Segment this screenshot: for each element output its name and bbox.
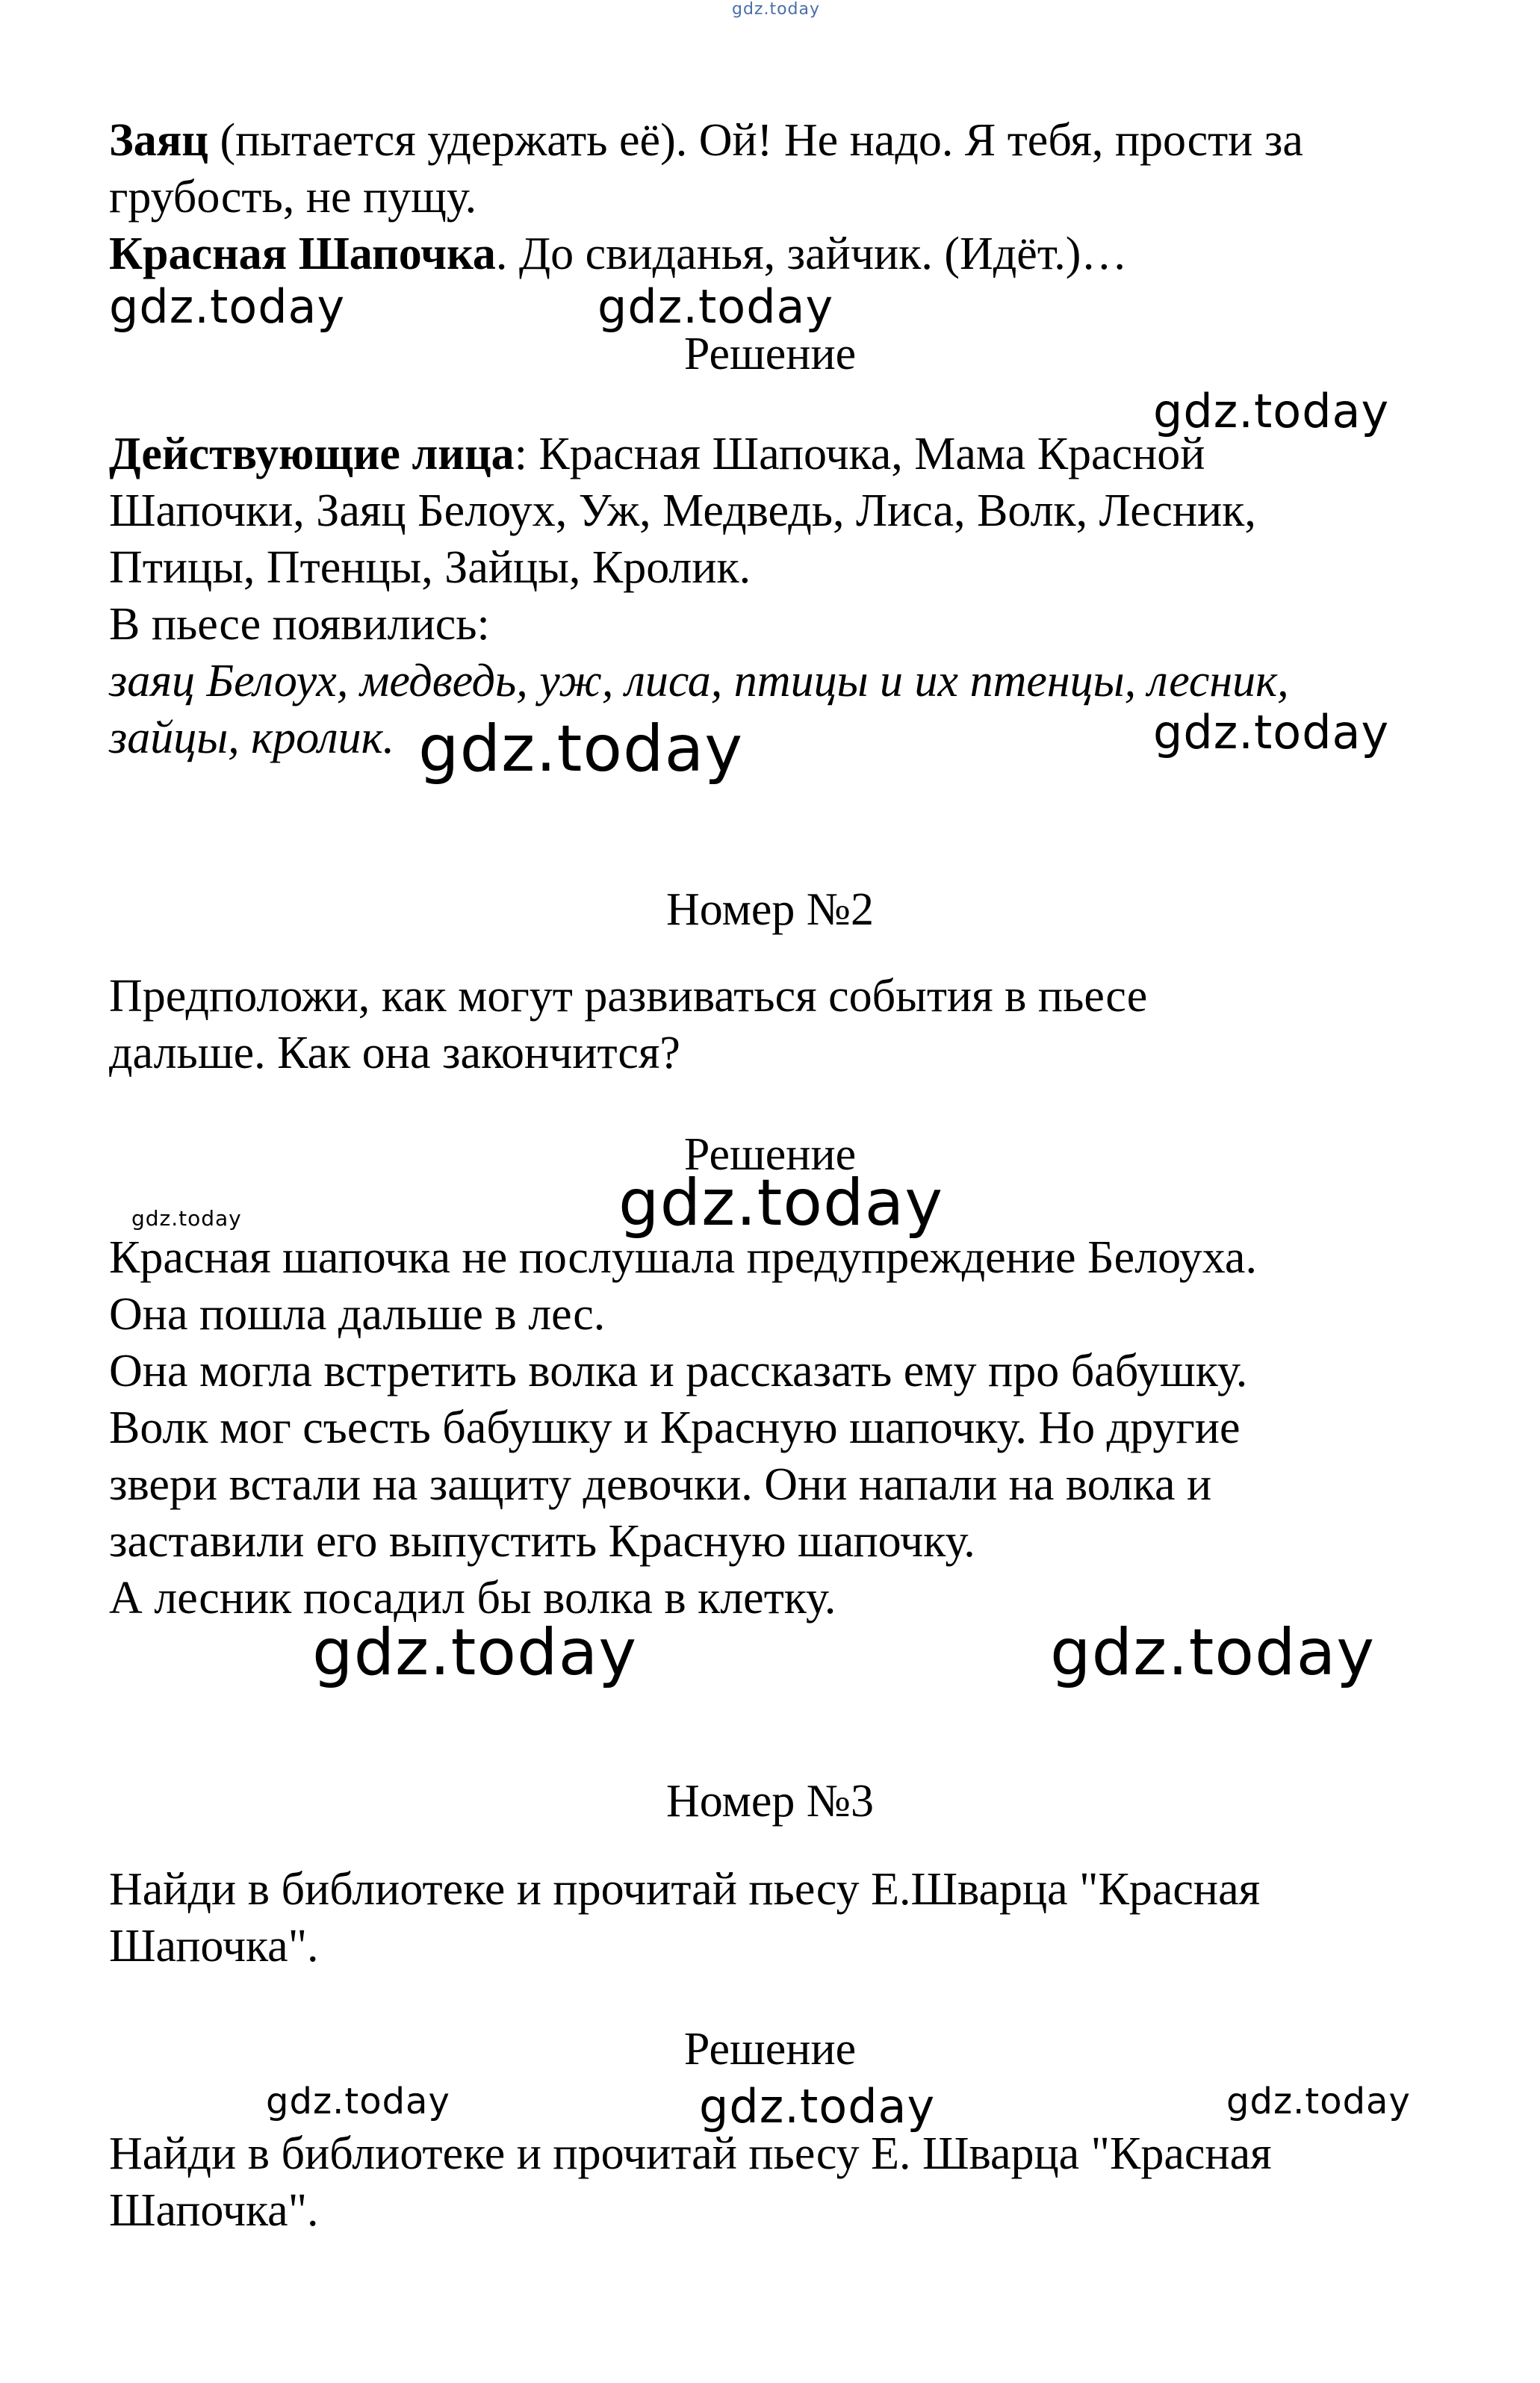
answer-line: Найди в библиотеке и прочитай пьесу Е. Шварца "Красная bbox=[109, 2128, 1272, 2179]
watermark: gdz.today bbox=[699, 2079, 936, 2134]
cast-list-line: Птицы, Птенцы, Зайцы, Кролик. bbox=[109, 542, 751, 593]
answer-line: Она пошла дальше в лес. bbox=[109, 1289, 606, 1340]
dialogue-line: грубость, не пущу. bbox=[109, 172, 477, 223]
solution-heading: Решение bbox=[683, 2024, 857, 2075]
speaker-name: Красная Шапочка bbox=[109, 229, 496, 279]
watermark: gdz.today bbox=[109, 279, 346, 334]
answer-line: Волк мог съесть бабушку и Красную шапочку. Но другие bbox=[109, 1402, 1241, 1453]
question-line: Предположи, как могут развиваться события в пьесе bbox=[109, 971, 1148, 1022]
watermark: gdz.today bbox=[1050, 1615, 1376, 1690]
cast-list-line bbox=[109, 426, 1205, 482]
cast-list-line: Шапочки, Заяц Белоух, Уж, Медведь, Лиса, Волк, Лесник, bbox=[109, 485, 1256, 536]
solution-heading: Решение bbox=[683, 329, 857, 379]
cast-label: Действующие лица bbox=[109, 429, 515, 479]
task-heading: Номер №3 bbox=[665, 1776, 874, 1827]
answer-line: Она могла встретить волка и рассказать ему про бабушку. bbox=[109, 1346, 1248, 1396]
answer-line: звери встали на защиту девочки. Они напали на волка и bbox=[109, 1459, 1212, 1510]
watermark: gdz.today bbox=[1153, 384, 1390, 438]
question-line: Шапочка". bbox=[109, 1921, 319, 1972]
watermark: gdz.today bbox=[131, 1206, 242, 1231]
watermark: gdz.today bbox=[1153, 705, 1390, 759]
task-heading: Номер №2 bbox=[665, 884, 874, 935]
answer-line: А лесник посадил бы волка в клетку. bbox=[109, 1573, 836, 1624]
appeared-line: заяц Белоух, медведь, уж, лиса, птицы и их птенцы, лесник, bbox=[109, 656, 1289, 706]
dialogue-line bbox=[109, 226, 1127, 282]
cast-text: : Красная Шапочка, Мама Красной bbox=[514, 429, 1205, 479]
answer-line: Красная шапочка не послушала предупреждение Белоуха. bbox=[109, 1232, 1257, 1283]
dialogue-text: (пытается удержать её). Ой! Не надо. Я тебя, прости за bbox=[208, 115, 1303, 166]
solution-heading: Решение bbox=[683, 1129, 857, 1180]
appeared-line: зайцы, кролик. bbox=[109, 712, 395, 763]
speaker-name: Заяц bbox=[109, 115, 208, 166]
answer-line: заставили его выпустить Красную шапочку. bbox=[109, 1516, 975, 1567]
watermark: gdz.today bbox=[418, 712, 744, 786]
question-line: Найди в библиотеке и прочитай пьесу Е.Шварца "Красная bbox=[109, 1864, 1261, 1915]
watermark: gdz.today bbox=[597, 279, 834, 334]
watermark: gdz.today bbox=[618, 1166, 944, 1240]
appeared-label: В пьесе появились: bbox=[109, 599, 490, 650]
watermark: gdz.today bbox=[1226, 2081, 1411, 2122]
dialogue-text: . До свиданья, зайчик. (Идёт.)… bbox=[495, 229, 1128, 279]
answer-line: Шапочка". bbox=[109, 2185, 319, 2236]
watermark: gdz.today bbox=[312, 1615, 638, 1690]
dialogue-line bbox=[109, 112, 1303, 169]
watermark: gdz.today bbox=[732, 0, 821, 19]
watermark: gdz.today bbox=[266, 2081, 450, 2122]
question-line: дальше. Как она закончится? bbox=[109, 1028, 680, 1078]
